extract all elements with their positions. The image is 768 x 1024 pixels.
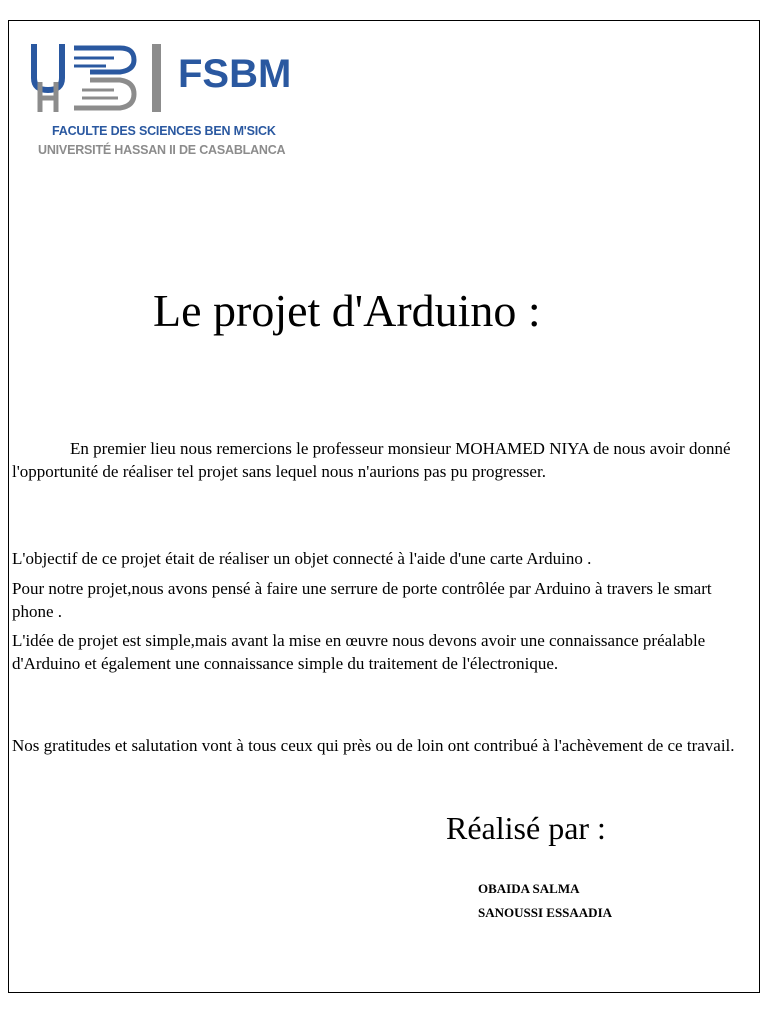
page-border [8,20,760,993]
paragraph-gratitude: Nos gratitudes et salutation vont à tous ceux qui près ou de loin ont contribué à l'achèvement de ce travail. [12,736,735,755]
paragraph-objective: L'objectif de ce projet était de réaliser un objet connecté à l'aide d'une carte Arduino . [12,549,592,568]
paragraph-text: En premier lieu nous remercions le professeur monsieur MOHAMED NIYA de nous avoir donné l'opportunité de réaliser tel projet sans lequel nous n'aurions pas pu progresser. [12,439,731,481]
document-title: Le projet d'Arduino : [153,285,541,336]
author-name: OBAIDA SALMA [478,881,580,896]
logo-university-name: UNIVERSITÉ HASSAN II DE CASABLANCA [38,143,286,157]
paragraph-acknowledgement [12,437,754,483]
paragraph-project: Pour notre projet,nous avons pensé à faire une serrure de porte contrôlée par Arduino à travers le smart phone . [12,579,712,621]
paragraph-idea: L'idée de projet est simple,mais avant la mise en œuvre nous devons avoir une connaissance préalable d'Arduino et également une connaissance simple du traitement de l'électronique. [12,631,706,673]
university-logo [30,40,290,160]
realise-par-label: Réalisé par : [446,810,606,846]
author-name: SANOUSSI ESSAADIA [478,905,613,920]
logo-acronym: FSBM [178,52,292,96]
logo-faculty-name: FACULTE DES SCIENCES BEN M'SICK [52,124,276,138]
uh2c-emblem-icon [30,40,170,120]
